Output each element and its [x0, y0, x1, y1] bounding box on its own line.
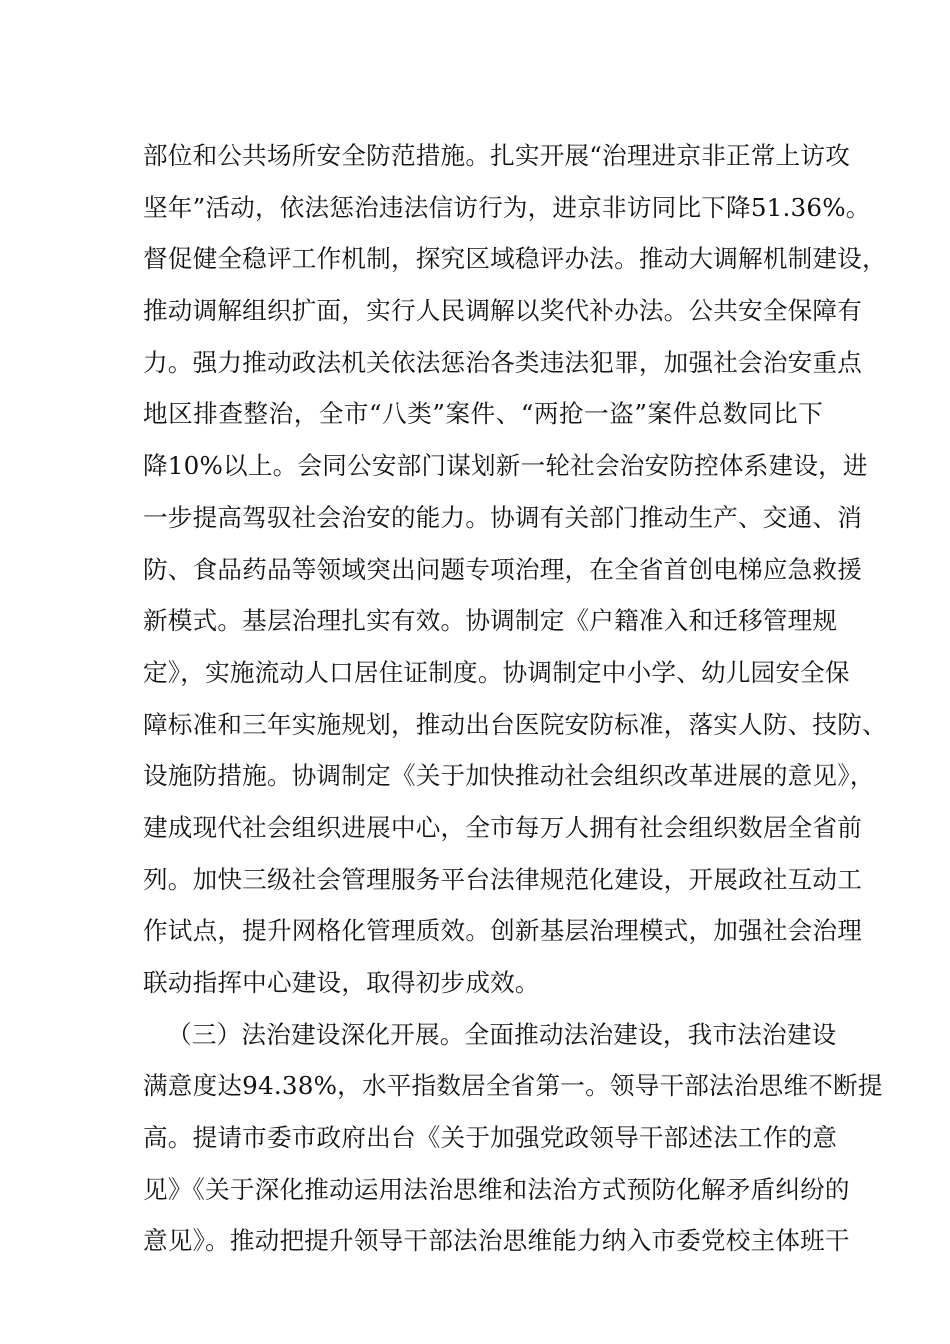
text-line: 新模式。基层治理扎实有效。协调制定《户籍准入和迁移管理规 [143, 606, 838, 636]
text-line: 意见》。推动把提升领导干部法治思维能力纳入市委党校主体班干 [143, 1226, 850, 1256]
text-line: 高。提请市委市政府出台《关于加强党政领导干部述法工作的意 [143, 1123, 838, 1153]
text-line: 地区排查整治，全市“八类”案件、“两抢一盗”案件总数同比下 [143, 399, 823, 429]
text-line: 作试点，提升网格化管理质效。创新基层治理模式，加强社会治理 [143, 916, 863, 946]
text-line: 列。加快三级社会管理服务平台法律规范化建设，开展政社互动工 [143, 864, 863, 894]
text-line: （三）法治建设深化开展。全面推动法治建设，我市法治建设 [167, 1019, 837, 1049]
text-line: 降10%以上。会同公安部门谋划新一轮社会治安防控体系建设，进 [143, 451, 868, 481]
text-line: 督促健全稳评工作机制，探究区域稳评办法。推动大调解机制建设， [143, 244, 887, 274]
text-line: 满意度达94.38%，水平指数居全省第一。领导干部法治思维不断提 [143, 1071, 883, 1101]
text-line: 坚年”活动，依法惩治违法信访行为，进京非访同比下降51.36%。 [143, 192, 871, 222]
paragraph-2 [143, 1009, 883, 1267]
text-line: 障标准和三年实施规划，推动出台医院安防标准，落实人防、技防、 [143, 709, 887, 739]
text-line: 设施防措施。协调制定《关于加快推动社会组织改革进展的意见》， [143, 761, 875, 791]
text-line: 部位和公共场所安全防范措施。扎实开展“治理进京非正常上访攻 [143, 141, 851, 170]
text-line: 定》，实施流动人口居住证制度。协调制定中小学、幼儿园安全保 [143, 657, 850, 687]
paragraph-1 [143, 130, 887, 1009]
document-body [143, 130, 887, 1267]
text-line: 联动指挥中心建设，取得初步成效。 [143, 968, 540, 997]
text-line: 建成现代社会组织进展中心，全市每万人拥有社会组织数居全省前 [143, 812, 863, 842]
text-line: 防、食品药品等领域突出问题专项治理，在全省首创电梯应急救援 [143, 554, 863, 584]
text-line: 一步提高驾驭社会治安的能力。协调有关部门推动生产、交通、消 [143, 502, 863, 532]
text-line: 见》《关于深化推动运用法治思维和法治方式预防化解矛盾纠纷的 [143, 1174, 850, 1204]
text-line: 力。强力推动政法机关依法惩治各类违法犯罪，加强社会治安重点 [143, 347, 863, 377]
text-line: 推动调解组织扩面，实行人民调解以奖代补办法。公共安全保障有 [143, 296, 863, 326]
